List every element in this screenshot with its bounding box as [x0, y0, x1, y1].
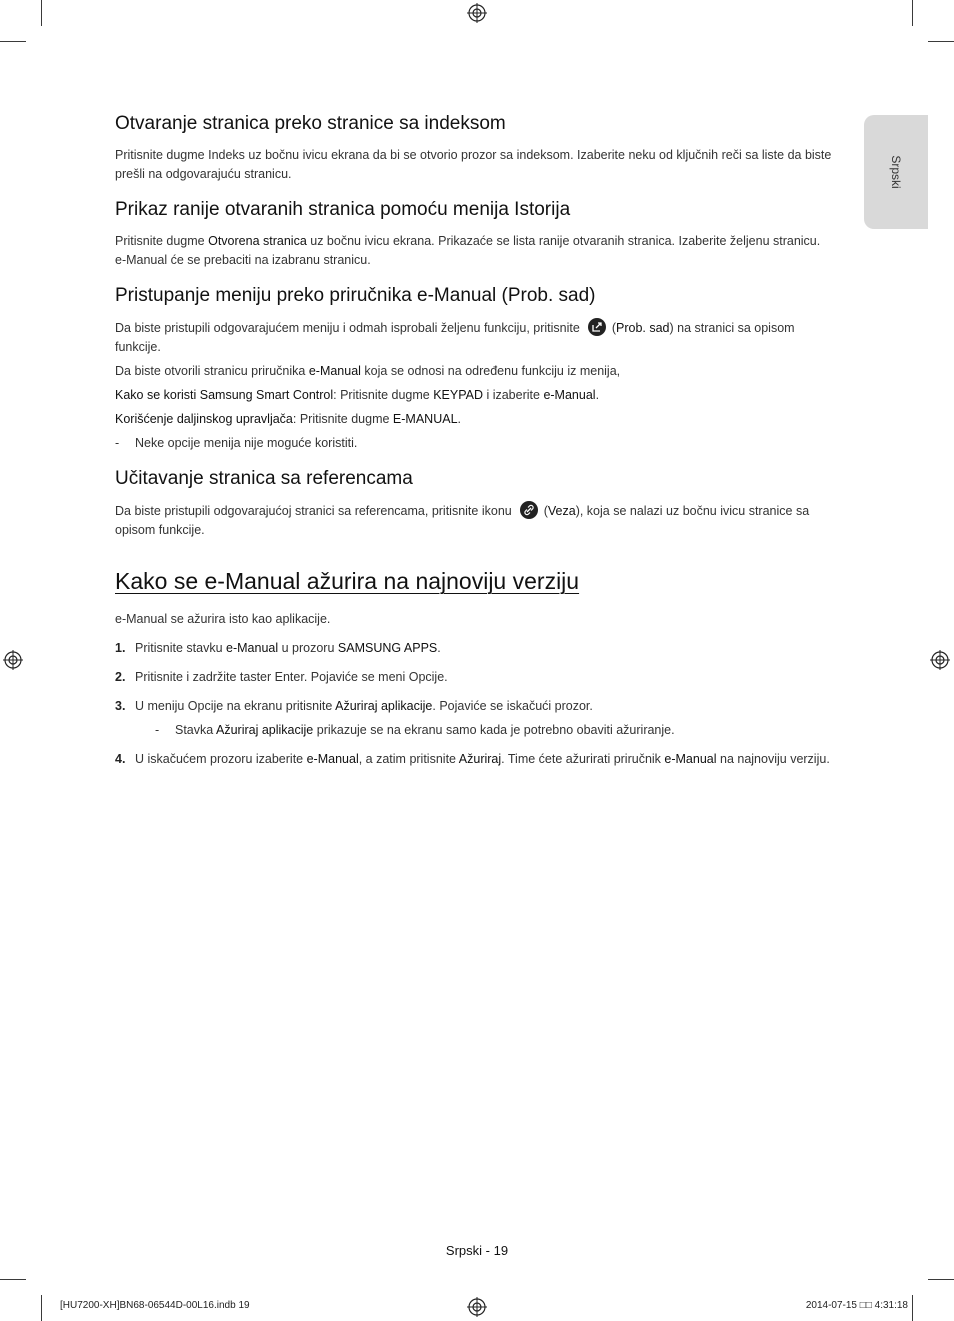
page-content [115, 112, 833, 779]
text-run: U meniju Opcije na ekranu pritisnite [135, 699, 336, 713]
text-run: i izaberite [482, 388, 544, 402]
ui-term: Ažuriraj [458, 752, 502, 766]
ui-term: e-Manual [308, 364, 361, 378]
section-links [115, 467, 833, 540]
text-run: , a zatim pritisnite [358, 752, 459, 766]
step-note [135, 721, 833, 740]
link-icon [520, 501, 538, 519]
ui-term: Prob. sad [616, 321, 670, 335]
text-run: Pritisnite i zadržite taster Enter. Pojaviće se meni Opcije. [135, 670, 448, 684]
step-number: 1. [115, 641, 126, 655]
text-run: na najnoviju verziju. [716, 752, 830, 766]
crop-mark [928, 1279, 954, 1280]
section-text [115, 410, 833, 429]
step-number: 2. [115, 670, 126, 684]
section-history [115, 198, 833, 270]
step-item [115, 639, 833, 658]
text-run: uz bočnu ivicu ekrana. Prikazaće se lista ranije otvaranih stranica. Izaberite željenu stranicu. e-Manual će se prebaciti na izabranu stranicu. [115, 234, 821, 267]
ui-term: e-Manual [306, 752, 359, 766]
crop-mark [41, 1295, 42, 1321]
step-item [115, 750, 833, 769]
note [115, 434, 833, 453]
note-mark: - [115, 436, 120, 450]
intro-text: e-Manual se ažurira isto kao aplikacije. [115, 612, 331, 626]
step-item [115, 697, 833, 740]
section-text [115, 386, 833, 405]
registration-mark-icon [467, 1297, 487, 1317]
text-run: : Pritisnite dugme [333, 388, 434, 402]
section-text: Pritisnite dugme Indeks uz bočnu ivicu ekrana da bi se otvorio prozor sa indeksom. Izaberite neku od ključnih reči sa liste da biste prešli na odgovarajuću stranicu. [115, 148, 832, 181]
side-tab-label: Srpski [889, 155, 903, 189]
section-text [115, 501, 833, 540]
text-run: . [457, 412, 461, 426]
text-run: ), koja se nalazi uz bočnu ivicu stranice sa opisom funkcije. [115, 504, 810, 537]
section-text [115, 318, 833, 357]
text-run: u prozoru [278, 641, 338, 655]
step-number: 3. [115, 699, 126, 713]
section-title: Prikaz ranije otvaranih stranica pomoću menija Istorija [115, 199, 571, 220]
crop-mark [41, 0, 42, 26]
ui-term: Otvorena stranica [208, 234, 307, 248]
crop-mark [912, 1295, 913, 1321]
section-try-now [115, 284, 833, 453]
ui-term: e-Manual [543, 388, 596, 402]
text-run: ) na stranici sa opisom funkcije. [115, 321, 795, 354]
steps-list [115, 639, 833, 769]
ui-term: Ažuriraj aplikacije [216, 723, 314, 737]
text-run: . Pojaviće se iskačući prozor. [432, 699, 593, 713]
ui-term: Ažuriraj aplikacije [335, 699, 433, 713]
file-slug: [HU7200-XH]BN68-06544D-00L16.indb 19 [60, 1300, 250, 1311]
section-text [115, 232, 833, 270]
text-run: Pritisnite stavku [135, 641, 227, 655]
crop-mark [0, 1279, 26, 1280]
ui-term: KEYPAD [433, 388, 483, 402]
text-run: Da biste pristupili odgovarajućem meniju i odmah isprobali željenu funkciju, pritisnite [115, 321, 580, 335]
text-run: : Pritisnite dugme [292, 412, 393, 426]
section-title: Otvaranje stranica preko stranice sa indeksom [115, 113, 506, 134]
ui-term: E-MANUAL [392, 412, 458, 426]
ui-term: e-Manual [226, 641, 279, 655]
text-run: ( [611, 321, 616, 335]
crop-mark [0, 41, 26, 42]
text-run: Da biste otvorili stranicu priručnika [115, 364, 309, 378]
text-run: . Time ćete ažurirati priručnik [501, 752, 665, 766]
step-number: 4. [115, 752, 126, 766]
text-run: . [437, 641, 441, 655]
note-mark: - [155, 723, 160, 737]
text-run: Pritisnite dugme [115, 234, 209, 248]
section-text [115, 362, 833, 381]
text-run: . [595, 388, 600, 402]
section-update [115, 566, 833, 769]
page-number: Srpski - 19 [445, 1243, 509, 1258]
ui-term: Korišćenje daljinskog upravljača [115, 412, 293, 426]
registration-mark-icon [467, 3, 487, 23]
date-slug: 2014-07-15 □□ 4:31:18 [805, 1300, 908, 1311]
section-index [115, 112, 833, 184]
text-run: U iskačućem prozoru izaberite [135, 752, 307, 766]
text-run: koja se odnosi na određenu funkciju iz menija, [360, 364, 621, 378]
try-now-icon [588, 318, 606, 336]
note-text: Neke opcije menija nije moguće koristiti. [135, 436, 358, 450]
ui-term: Veza [547, 504, 576, 518]
ui-term: SAMSUNG APPS [337, 641, 438, 655]
text-run: Da biste pristupili odgovarajućoj stranici sa referencama, pritisnite ikonu [115, 504, 512, 518]
main-title: Kako se e-Manual ažurira na najnoviju verziju [115, 568, 580, 594]
ui-term: Kako se koristi Samsung Smart Control [115, 388, 334, 402]
ui-term: e-Manual [664, 752, 717, 766]
text-run: prikazuje se na ekranu samo kada je potrebno obaviti ažuriranje. [313, 723, 675, 737]
crop-mark [912, 0, 913, 26]
crop-mark [928, 41, 954, 42]
registration-mark-icon [3, 650, 23, 670]
text-run: Stavka [175, 723, 216, 737]
text-run: ( [543, 504, 548, 518]
step-item [115, 668, 833, 687]
registration-mark-icon [930, 650, 950, 670]
section-title: Učitavanje stranica sa referencama [115, 468, 413, 489]
section-title: Pristupanje meniju preko priručnika e-Manual (Prob. sad) [115, 285, 596, 306]
language-side-tab [864, 115, 928, 229]
